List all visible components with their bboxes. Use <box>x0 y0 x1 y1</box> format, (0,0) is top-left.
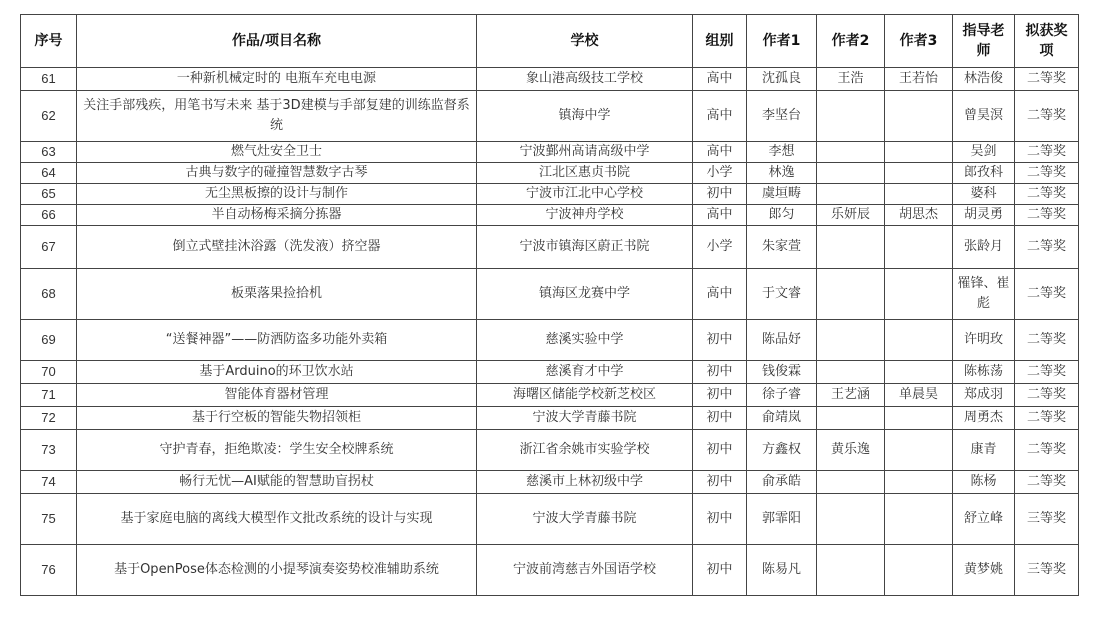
cell-author1: 郭霏阳 <box>747 494 817 545</box>
cell-author1: 朱家萱 <box>747 226 817 269</box>
table-row <box>21 384 1079 407</box>
cell-teacher: 周勇杰 <box>953 407 1015 430</box>
cell-title: 板栗落果捡拾机 <box>77 269 477 320</box>
cell-award: 二等奖 <box>1015 142 1079 163</box>
cell-teacher: 胡灵勇 <box>953 205 1015 226</box>
cell-idx: 71 <box>21 384 77 407</box>
header-author1: 作者1 <box>747 15 817 68</box>
cell-author3 <box>885 361 953 384</box>
cell-school: 慈溪实验中学 <box>477 320 693 361</box>
cell-author1: 方鑫权 <box>747 430 817 471</box>
cell-author2 <box>817 471 885 494</box>
cell-title: 古典与数字的碰撞智慧数字古琴 <box>77 163 477 184</box>
cell-group: 初中 <box>693 430 747 471</box>
cell-author3 <box>885 226 953 269</box>
cell-group: 小学 <box>693 163 747 184</box>
cell-award: 二等奖 <box>1015 430 1079 471</box>
cell-author1: 陈品妤 <box>747 320 817 361</box>
cell-author3 <box>885 184 953 205</box>
table-row <box>21 91 1079 142</box>
cell-author2 <box>817 407 885 430</box>
cell-teacher: 陈栋荡 <box>953 361 1015 384</box>
cell-group: 初中 <box>693 361 747 384</box>
cell-title: 无尘黑板擦的设计与制作 <box>77 184 477 205</box>
cell-teacher: 郑成羽 <box>953 384 1015 407</box>
table-row <box>21 471 1079 494</box>
cell-school: 慈溪育才中学 <box>477 361 693 384</box>
cell-idx: 66 <box>21 205 77 226</box>
cell-group: 高中 <box>693 91 747 142</box>
cell-idx: 65 <box>21 184 77 205</box>
cell-teacher: 婆科 <box>953 184 1015 205</box>
cell-author2: 乐妍辰 <box>817 205 885 226</box>
cell-school: 镇海中学 <box>477 91 693 142</box>
header-school: 学校 <box>477 15 693 68</box>
cell-award: 二等奖 <box>1015 361 1079 384</box>
cell-school: 宁波大学青藤书院 <box>477 494 693 545</box>
table-row <box>21 163 1079 184</box>
cell-author2 <box>817 320 885 361</box>
cell-author3: 胡思杰 <box>885 205 953 226</box>
header-title: 作品/项目名称 <box>77 15 477 68</box>
header-teacher: 指导老师 <box>953 15 1015 68</box>
cell-group: 初中 <box>693 184 747 205</box>
cell-idx: 64 <box>21 163 77 184</box>
cell-idx: 69 <box>21 320 77 361</box>
cell-title: 倒立式壁挂沐浴露（洗发液）挤空器 <box>77 226 477 269</box>
cell-school: 宁波前湾慈吉外国语学校 <box>477 545 693 596</box>
table-row <box>21 269 1079 320</box>
cell-award: 二等奖 <box>1015 407 1079 430</box>
header-group: 组别 <box>693 15 747 68</box>
cell-award: 二等奖 <box>1015 320 1079 361</box>
cell-group: 初中 <box>693 320 747 361</box>
cell-teacher: 张龄月 <box>953 226 1015 269</box>
cell-teacher: 郎孜科 <box>953 163 1015 184</box>
cell-teacher: 康青 <box>953 430 1015 471</box>
cell-group: 初中 <box>693 494 747 545</box>
table-row <box>21 407 1079 430</box>
cell-author3 <box>885 91 953 142</box>
cell-title: 守护青春，拒绝欺凌：学生安全校牌系统 <box>77 430 477 471</box>
cell-school: 宁波市镇海区蔚正书院 <box>477 226 693 269</box>
cell-author2 <box>817 545 885 596</box>
table-row <box>21 226 1079 269</box>
header-author2: 作者2 <box>817 15 885 68</box>
cell-title: 一种新机械定时的 电瓶车充电电源 <box>77 68 477 91</box>
cell-school: 慈溪市上林初级中学 <box>477 471 693 494</box>
cell-school: 镇海区龙赛中学 <box>477 269 693 320</box>
cell-group: 高中 <box>693 269 747 320</box>
award-table <box>20 14 1079 596</box>
cell-idx: 74 <box>21 471 77 494</box>
cell-author3 <box>885 494 953 545</box>
cell-idx: 68 <box>21 269 77 320</box>
table-row <box>21 68 1079 91</box>
header-award: 拟获奖项 <box>1015 15 1079 68</box>
cell-title: 基于OpenPose体态检测的小提琴演奏姿势校准辅助系统 <box>77 545 477 596</box>
cell-author1: 徐子睿 <box>747 384 817 407</box>
cell-group: 高中 <box>693 205 747 226</box>
cell-group: 小学 <box>693 226 747 269</box>
cell-author2 <box>817 494 885 545</box>
cell-author3 <box>885 471 953 494</box>
cell-author1: 于文睿 <box>747 269 817 320</box>
cell-award: 二等奖 <box>1015 226 1079 269</box>
cell-school: 象山港高级技工学校 <box>477 68 693 91</box>
cell-title: 燃气灶安全卫士 <box>77 142 477 163</box>
header-idx: 序号 <box>21 15 77 68</box>
cell-title: 智能体育器材管理 <box>77 384 477 407</box>
cell-idx: 73 <box>21 430 77 471</box>
cell-author3 <box>885 320 953 361</box>
cell-group: 初中 <box>693 545 747 596</box>
cell-author1: 钱俊霖 <box>747 361 817 384</box>
cell-title: 基于家庭电脑的离线大模型作文批改系统的设计与实现 <box>77 494 477 545</box>
cell-author3 <box>885 142 953 163</box>
cell-teacher: 黄梦姚 <box>953 545 1015 596</box>
cell-author3 <box>885 430 953 471</box>
cell-group: 初中 <box>693 471 747 494</box>
cell-author3 <box>885 407 953 430</box>
cell-group: 高中 <box>693 68 747 91</box>
cell-title: “送餐神器”——防洒防盗多功能外卖箱 <box>77 320 477 361</box>
cell-author2: 王艺涵 <box>817 384 885 407</box>
cell-award: 三等奖 <box>1015 494 1079 545</box>
cell-author1: 沈孤良 <box>747 68 817 91</box>
cell-group: 高中 <box>693 142 747 163</box>
cell-author2: 黄乐逸 <box>817 430 885 471</box>
cell-author2 <box>817 163 885 184</box>
cell-award: 二等奖 <box>1015 163 1079 184</box>
table-row <box>21 184 1079 205</box>
cell-author2 <box>817 184 885 205</box>
header-author3: 作者3 <box>885 15 953 68</box>
cell-school: 江北区惠贞书院 <box>477 163 693 184</box>
table-row <box>21 142 1079 163</box>
cell-idx: 70 <box>21 361 77 384</box>
cell-group: 初中 <box>693 384 747 407</box>
cell-award: 二等奖 <box>1015 205 1079 226</box>
cell-author1: 虞垣畴 <box>747 184 817 205</box>
cell-title: 关注手部残疾，用笔书写未来 基于3D建模与手部复建的训练监督系统 <box>77 91 477 142</box>
cell-author2: 王浩 <box>817 68 885 91</box>
cell-idx: 63 <box>21 142 77 163</box>
cell-idx: 62 <box>21 91 77 142</box>
cell-title: 畅行无忧—AI赋能的智慧助盲拐杖 <box>77 471 477 494</box>
cell-author1: 林逸 <box>747 163 817 184</box>
cell-group: 初中 <box>693 407 747 430</box>
cell-school: 宁波市江北中心学校 <box>477 184 693 205</box>
cell-author2 <box>817 142 885 163</box>
cell-award: 二等奖 <box>1015 269 1079 320</box>
cell-idx: 76 <box>21 545 77 596</box>
cell-award: 二等奖 <box>1015 68 1079 91</box>
table-header-row <box>21 15 1079 68</box>
cell-idx: 61 <box>21 68 77 91</box>
cell-author3 <box>885 269 953 320</box>
table-row <box>21 430 1079 471</box>
cell-award: 二等奖 <box>1015 384 1079 407</box>
table-row <box>21 361 1079 384</box>
cell-school: 宁波鄞州高请高级中学 <box>477 142 693 163</box>
table-row <box>21 545 1079 596</box>
cell-title: 半自动杨梅采摘分拣器 <box>77 205 477 226</box>
cell-author1: 陈易凡 <box>747 545 817 596</box>
cell-title: 基于Arduino的环卫饮水站 <box>77 361 477 384</box>
cell-award: 二等奖 <box>1015 184 1079 205</box>
cell-teacher: 曾昊溟 <box>953 91 1015 142</box>
cell-teacher: 罹锋、崔彪 <box>953 269 1015 320</box>
table-row <box>21 205 1079 226</box>
cell-idx: 75 <box>21 494 77 545</box>
cell-author1: 李坚台 <box>747 91 817 142</box>
cell-author1: 李想 <box>747 142 817 163</box>
cell-teacher: 陈杨 <box>953 471 1015 494</box>
cell-author2 <box>817 226 885 269</box>
cell-teacher: 林浩俊 <box>953 68 1015 91</box>
cell-award: 三等奖 <box>1015 545 1079 596</box>
cell-author2 <box>817 269 885 320</box>
cell-author1: 郎匀 <box>747 205 817 226</box>
cell-author3: 王若怡 <box>885 68 953 91</box>
cell-idx: 67 <box>21 226 77 269</box>
cell-award: 二等奖 <box>1015 91 1079 142</box>
cell-school: 宁波神舟学校 <box>477 205 693 226</box>
cell-author3 <box>885 545 953 596</box>
cell-idx: 72 <box>21 407 77 430</box>
cell-school: 浙江省余姚市实验学校 <box>477 430 693 471</box>
cell-school: 海曙区储能学校新芝校区 <box>477 384 693 407</box>
cell-school: 宁波大学青藤书院 <box>477 407 693 430</box>
cell-teacher: 吴剑 <box>953 142 1015 163</box>
cell-award: 二等奖 <box>1015 471 1079 494</box>
table-row <box>21 494 1079 545</box>
cell-author3: 单晨昊 <box>885 384 953 407</box>
table-row <box>21 320 1079 361</box>
cell-author1: 俞靖岚 <box>747 407 817 430</box>
cell-title: 基于行空板的智能失物招领柜 <box>77 407 477 430</box>
cell-author3 <box>885 163 953 184</box>
cell-teacher: 舒立峰 <box>953 494 1015 545</box>
cell-author1: 俞承皓 <box>747 471 817 494</box>
cell-author2 <box>817 91 885 142</box>
cell-teacher: 许明玫 <box>953 320 1015 361</box>
cell-author2 <box>817 361 885 384</box>
